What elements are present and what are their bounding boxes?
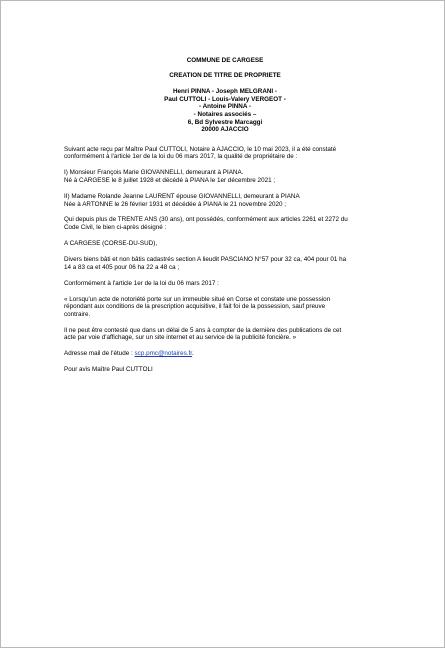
- notaries-line-4: - Notaires associés –: [193, 110, 257, 118]
- text-line: Divers biens bâti et non bâtis cadastrés section A lieudit PASCIANO N°57 pour 32 ca, 404 pour 01 ha: [64, 256, 347, 264]
- notice-title: CREATION DE TITRE DE PROPRIETE: [169, 71, 281, 79]
- notaries-line-2: Paul CUTTOLI - Louis-Valery VERGEOT -: [164, 95, 286, 103]
- text-line: Suivant acte reçu par Maître Paul CUTTOLI, Notaire à AJACCIO, le 10 mai 2023, il a été constaté: [64, 145, 337, 153]
- email-link[interactable]: scp.pmc@notaires.fr: [134, 350, 193, 358]
- text-line: acte par voie d'affichage, sur un site internet et au service de la publicité foncière. »: [64, 334, 297, 342]
- text-line: Conformément à l'article 1er de la loi du 06 mars 2017 :: [64, 279, 219, 287]
- paragraph-owner-1: [64, 169, 386, 184]
- text-line: répondant aux conditions de la prescription acquisitive, il fait foi de la possession, sauf preuve: [64, 303, 326, 311]
- paragraph-location: [64, 240, 386, 248]
- text-line: contraire.: [64, 310, 91, 318]
- commune-title: COMMUNE DE CARGESE: [186, 57, 264, 64]
- notice-header: [64, 57, 386, 134]
- text-line: 14 a 83 ca et 405 pour 06 ha 22 a 48 ca ;: [64, 263, 180, 271]
- paragraph-closing: [64, 366, 386, 374]
- text-line: Né à CARGESE le 8 juillet 1928 et décédé à PIANA le 1er décembre 2021 ;: [64, 176, 276, 184]
- address-line-2: 20000 AJACCIO: [201, 126, 249, 134]
- paragraph-possession: [64, 216, 386, 231]
- text-line: II) Madame Rolande Jeanne LAURENT épouse GIOVANNELLI, demeurant à PIANA: [64, 192, 300, 200]
- paragraph-deed: [64, 146, 386, 161]
- notice-content: [64, 57, 386, 382]
- email-end: .: [192, 350, 194, 358]
- paragraph-owner-2: [64, 193, 386, 208]
- text-line: Qui depuis plus de TRENTE ANS (30 ans), ont possédés, conformément aux articles 2261 et 2272 du: [64, 216, 348, 224]
- paragraph-law-reference: [64, 280, 386, 288]
- text-line: conformément à l'article 1er de la loi du 06 mars 2017, la qualité de propriétaire de :: [64, 153, 298, 161]
- address-line-1: 6, Bd Sylvestre Marcaggi: [187, 118, 263, 126]
- paragraph-parcels: [64, 256, 386, 271]
- text-line: Code Civil, le bien ci-après désigné :: [64, 224, 167, 232]
- text-line: I) Monsieur François Marie GIOVANNELLI, demeurant à PIANA.: [64, 169, 244, 177]
- paragraph-law-quote: [64, 296, 386, 319]
- text-line: Née à ARTONNE le 26 février 1931 et décédée à PIANA le 21 novembre 2020 ;: [64, 200, 287, 208]
- email-label: Adresse mail de l'étude :: [64, 350, 135, 358]
- paragraph-email: [64, 350, 386, 358]
- text-line: « Lorsqu'un acte de notoriété porte sur un immeuble situé en Corse et constate une possession: [64, 295, 331, 303]
- text-line: A CARGESE (CORSE-DU-SUD),: [64, 240, 158, 248]
- notaries-line-1: Henri PINNA - Joseph MELGRANI -: [172, 88, 278, 96]
- notaries-line-3: - Antoine PINNA -: [198, 103, 251, 111]
- paragraph-contest: [64, 327, 386, 342]
- closing-text: Pour avis Maître Paul CUTTOLI: [64, 366, 153, 374]
- text-line: Il ne peut être contesté que dans un délai de 5 ans à compter de la dernière des publications de cet: [64, 326, 342, 334]
